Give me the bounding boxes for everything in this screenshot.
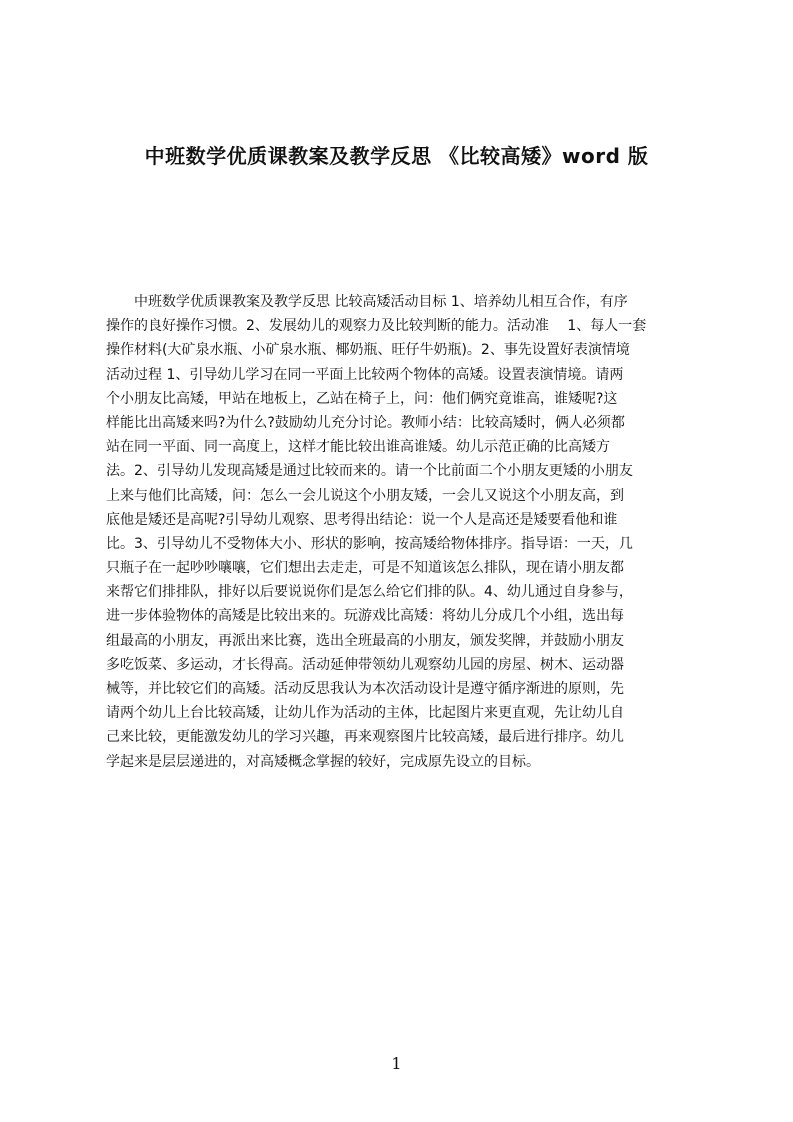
page-number: 1 [391,1054,402,1073]
body-line: 个小朋友比高矮，甲站在地板上，乙站在椅子上，问：他们俩究竟谁高，谁矮呢?这 [106,390,618,407]
body-line: 比。3、引导幼儿不受物体大小、形状的影响，按高矮给物体排序。指导语：一天，几 [106,535,633,552]
body-line: 操作的良好操作习惯。2、发展幼儿的观察力及比较判断的能力。活动准 1、每人一套 [106,318,647,335]
body-line: 来帮它们排排队，排好以后要说说你们是怎么给它们排的队。4、幼儿通过自身参与， [106,584,633,601]
body-line: 法。2、引导幼儿发现高矮是通过比较而来的。请一个比前面二个小朋友更矮的小朋友 [106,463,633,480]
body-line: 站在同一平面、同一高度上，这样才能比较出谁高谁矮。幼儿示范正确的比高矮方 [106,439,610,456]
body-line: 请两个幼儿上台比较高矮，让幼儿作为活动的主体，比起图片来更直观，先让幼儿自 [106,705,624,722]
body-line: 械等，并比较它们的高矮。活动反思我认为本次活动设计是遵守循序渐进的原则，先 [106,681,624,697]
body-line: 活动过程 1、引导幼儿学习在同一平面上比较两个物体的高矮。设置表演情境。请两 [106,366,624,383]
body-line: 中班数学优质课教案及教学反思 比较高矮活动目标 1、培养幼儿相互合作，有序 [106,294,628,310]
body-line: 上来与他们比高矮，问：怎么一会儿说这个小朋友矮，一会儿又说这个小朋友高，到 [106,487,624,504]
body-line: 操作材料(大矿泉水瓶、小矿泉水瓶、椰奶瓶、旺仔牛奶瓶)。2、事先设置好表演情境 [106,342,630,359]
body-line: 样能比出高矮来吗?为什么?鼓励幼儿充分讨论。教师小结：比较高矮时，俩人必须都 [106,414,625,431]
document-body [106,290,698,830]
body-line: 组最高的小朋友，再派出来比赛，选出全班最高的小朋友，颁发奖牌，并鼓励小朋友 [106,632,624,649]
body-line: 己来比较，更能激发幼儿的学习兴趣，再来观察图片比较高矮，最后进行排序。幼儿 [106,729,624,746]
body-line: 底他是矮还是高呢?引导幼儿观察、思考得出结论：说一个人是高还是矮要看他和谁 [106,511,618,528]
document-title: 中班数学优质课教案及教学反思 《比较高矮》word 版 [144,144,649,168]
body-line: 多吃饭菜、多运动，才长得高。活动延伸带领幼儿观察幼儿园的房屋、树木、运动器 [106,656,624,673]
body-line: 进一步体验物体的高矮是比较出来的。玩游戏比高矮：将幼儿分成几个小组，选出每 [106,608,624,625]
body-line: 学起来是层层递进的，对高矮概念掌握的较好，完成原先设立的目标。 [106,753,540,770]
body-line: 只瓶子在一起吵吵嚷嚷，它们想出去走走，可是不知道该怎么排队，现在请小朋友都 [106,560,624,577]
